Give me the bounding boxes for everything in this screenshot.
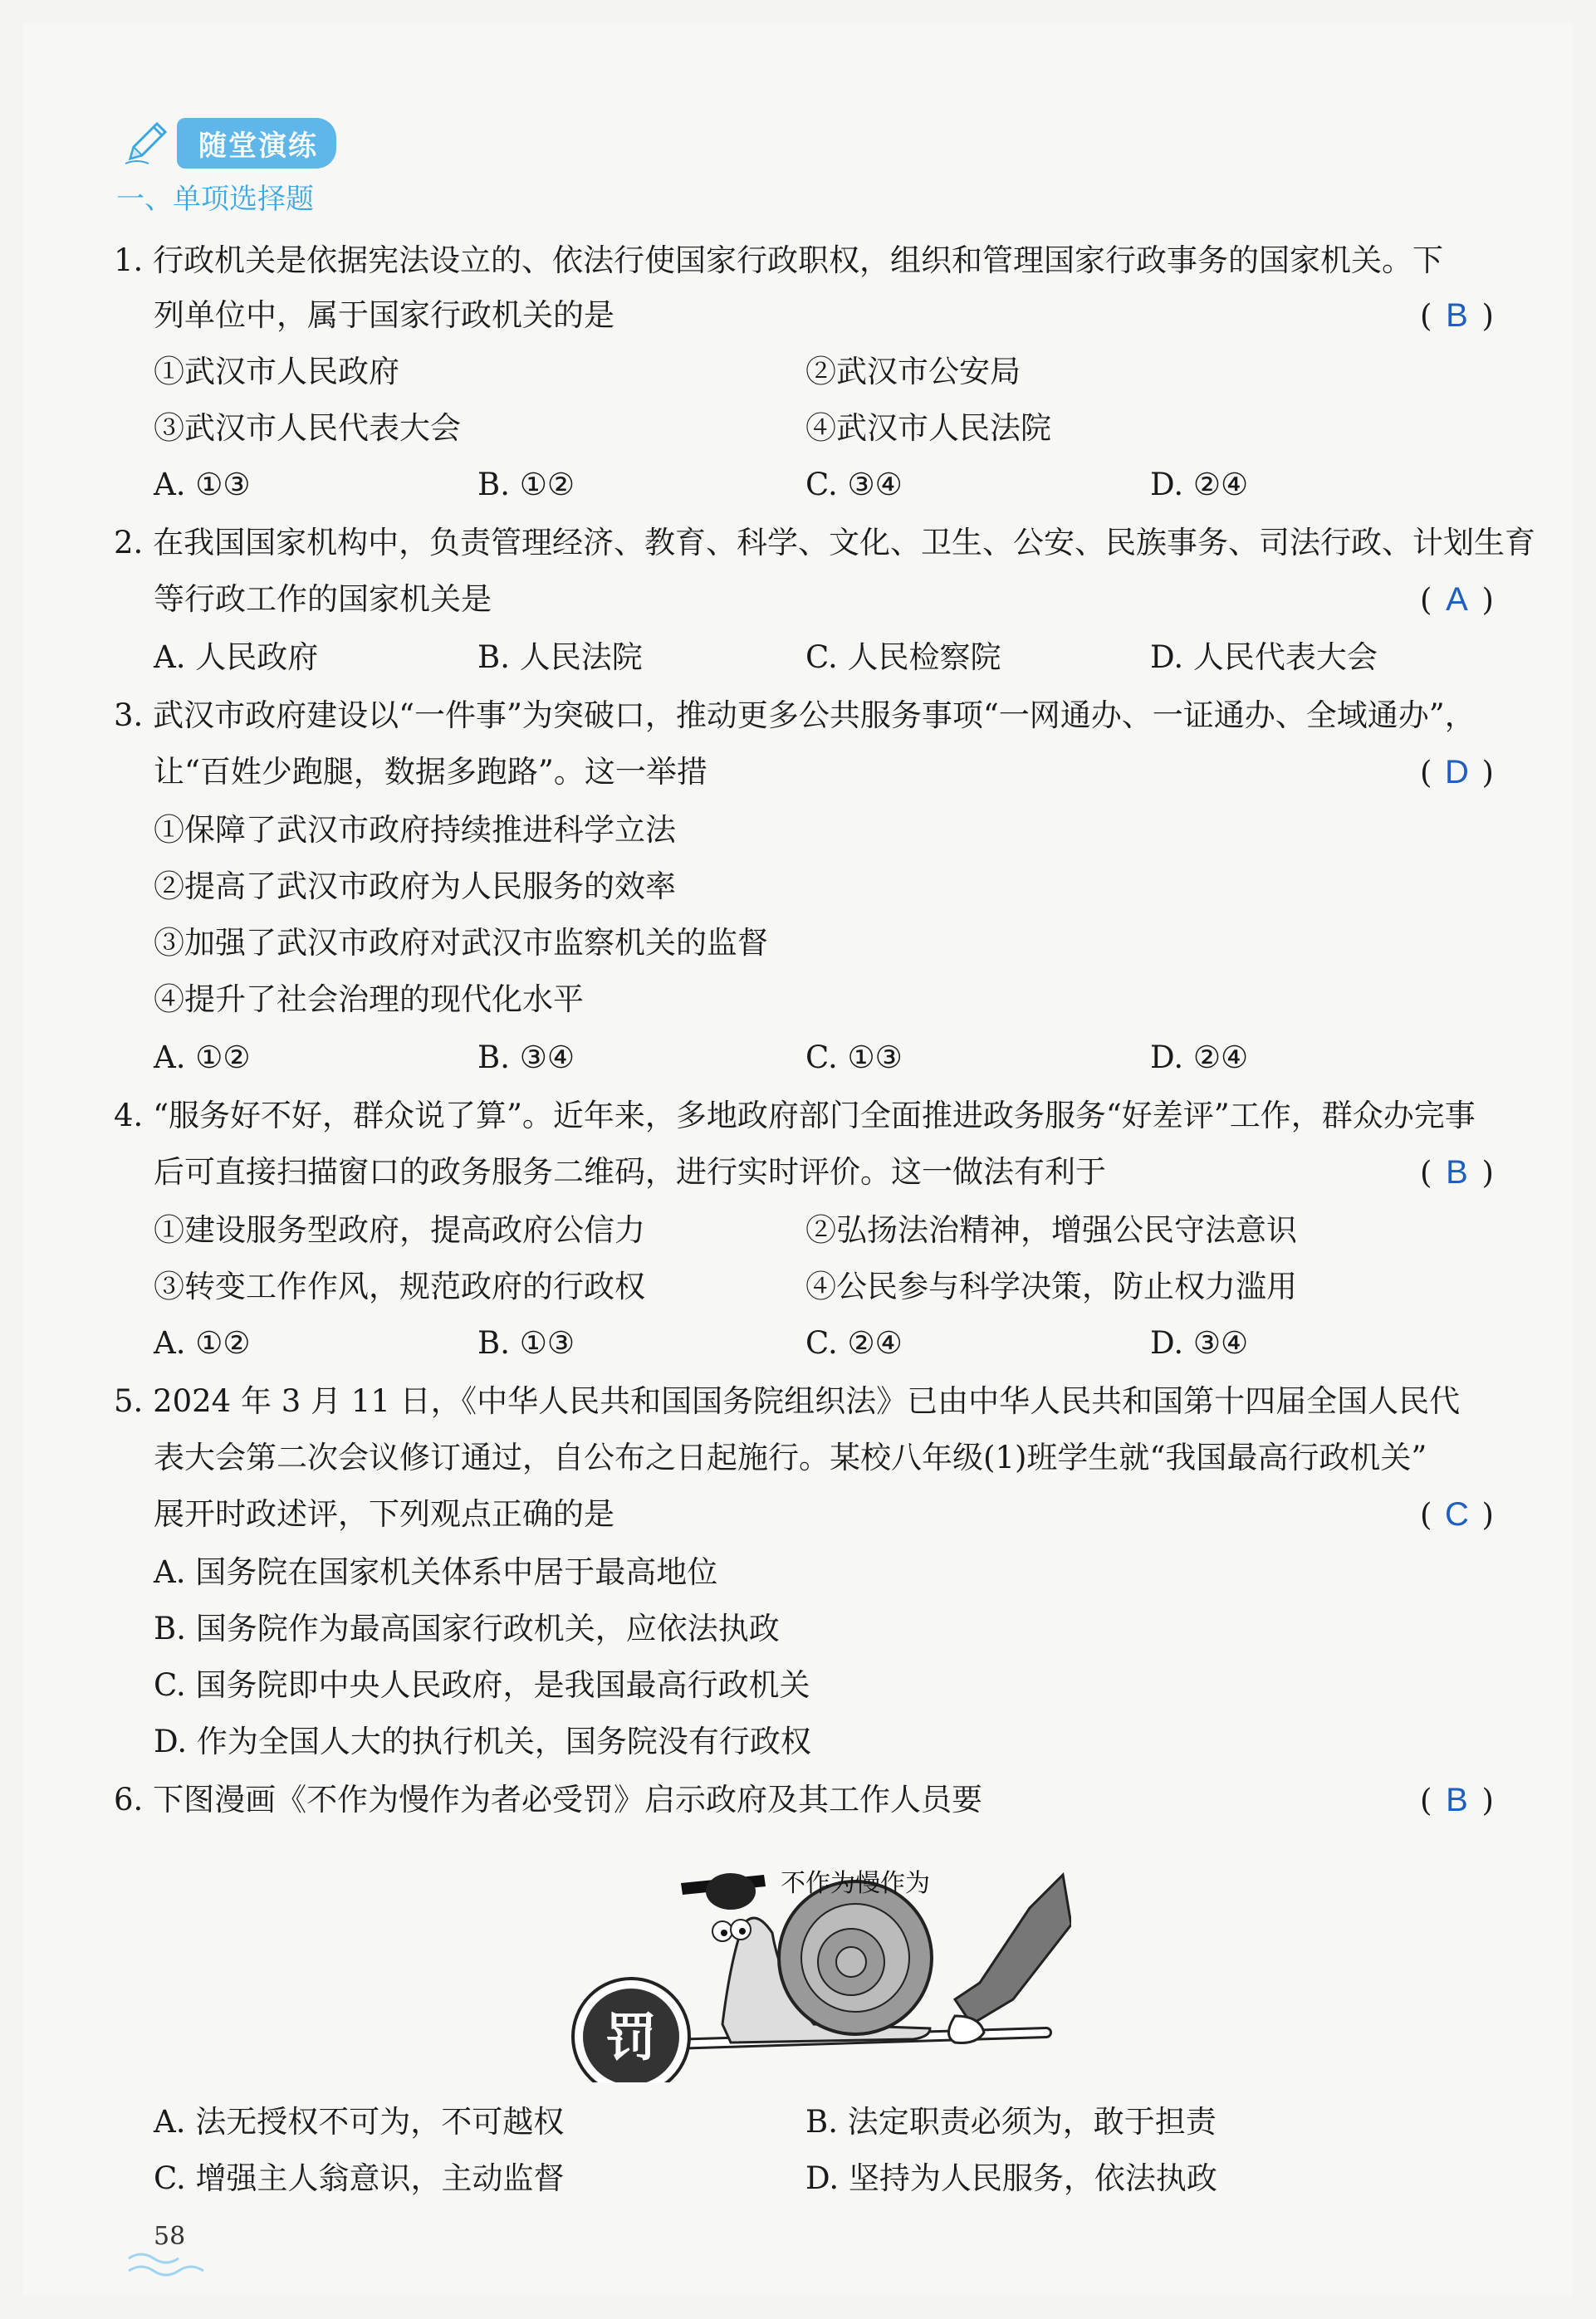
q1-line-2: 列单位中，属于国家行政机关的是 [154, 297, 614, 333]
q1-line-1: 1. 行政机关是依据宪法设立的、依法行使国家行政职权，组织和管理国家行政事务的国家机关。下 [114, 242, 1444, 278]
penalty-sign [573, 1979, 689, 2082]
snail-shell [779, 1869, 932, 2034]
q6-option-b: B. 法定职责必须为，敢于担责 [805, 2104, 1217, 2140]
q5-line-1: 5. 2024 年 3 月 11 日，《中华人民共和国国务院组织法》已由中华人民共和国第十四届全国人民代 [114, 1383, 1461, 1419]
q4-item-3: ③转变工作作风，规范政府的行政权 [154, 1269, 645, 1304]
q2-option-b: B. 人民法院 [477, 639, 643, 675]
q1-item-4: ④武汉市人民法院 [805, 410, 1051, 446]
q3-item-4: ④提升了社会治理的现代化水平 [154, 981, 584, 1017]
q1-option-b: B. ①② [477, 467, 575, 502]
q5-option-b: B. 国务院作为最高国家行政机关，应依法执政 [154, 1611, 780, 1646]
q4-option-d: D. ③④ [1150, 1325, 1249, 1361]
q1-item-3: ③武汉市人民代表大会 [154, 410, 461, 446]
page-number: 58 [154, 2222, 186, 2251]
q4-line-2: 后可直接扫描窗口的政务服务二维码，进行实时评价。这一做法有利于 [154, 1154, 1106, 1190]
q1-answer-letter: B [1446, 297, 1468, 334]
comic-illustration [565, 1858, 1071, 2082]
q4-answer-letter: B [1446, 1154, 1468, 1191]
q4-answer: ( B ) [1420, 1154, 1494, 1191]
q4-line-1: 4. “服务好不好，群众说了算”。近年来，多地政府部门全面推进政务服务“好差评”工作，群众办完事 [114, 1098, 1476, 1133]
q1-answer: ( B ) [1420, 297, 1494, 334]
q3-item-2: ②提高了武汉市政府为人民服务的效率 [154, 868, 676, 904]
q6-option-d: D. 坚持为人民服务，依法执政 [805, 2160, 1217, 2196]
q4-item-2: ②弘扬法治精神，增强公民守法意识 [805, 1212, 1297, 1248]
q2-answer-letter: A [1446, 581, 1468, 618]
q4-item-4: ④公民参与科学决策，防止权力滥用 [805, 1269, 1297, 1304]
shell-text: 不作为慢作为 [781, 1869, 930, 1898]
q3-line-2: 让“百姓少跑腿，数据多跑路”。这一举措 [154, 754, 707, 790]
q3-item-3: ③加强了武汉市政府对武汉市监察机关的监督 [154, 925, 768, 961]
q6-line-1: 6. 下图漫画《不作为慢作为者必受罚》启示政府及其工作人员要 [114, 1782, 983, 1818]
section-title: 一、单项选择题 [116, 183, 314, 216]
q3-answer-letter: D [1444, 754, 1469, 790]
q2-line-2: 等行政工作的国家机关是 [154, 581, 492, 617]
q4-option-b: B. ①③ [477, 1325, 575, 1361]
practice-header [120, 116, 336, 169]
wave-decoration-icon [125, 2242, 216, 2283]
q5-answer: ( C ) [1420, 1496, 1494, 1533]
q3-option-a: A. ①② [154, 1040, 251, 1075]
practice-badge: 随堂演练 [177, 118, 336, 169]
penalty-sign-text: 罚 [605, 2007, 658, 2067]
q4-item-1: ①建设服务型政府，提高政府公信力 [154, 1212, 645, 1248]
q1-option-a: A. ①③ [154, 467, 251, 502]
q6-answer: ( B ) [1420, 1782, 1494, 1818]
pencil-icon [120, 117, 172, 169]
q2-answer: ( A ) [1420, 581, 1494, 618]
q4-option-a: A. ①② [154, 1325, 251, 1361]
q5-option-c: C. 国务院即中央人民政府，是我国最高行政机关 [154, 1667, 810, 1703]
q4-option-c: C. ②④ [805, 1325, 903, 1361]
q2-option-a: A. 人民政府 [154, 639, 319, 675]
q1-option-c: C. ③④ [805, 467, 903, 502]
q1-item-1: ①武汉市人民政府 [154, 354, 399, 389]
q3-option-c: C. ①③ [805, 1040, 903, 1075]
q5-answer-letter: C [1444, 1496, 1469, 1533]
q5-option-d: D. 作为全国人大的执行机关，国务院没有行政权 [154, 1724, 811, 1759]
q6-option-c: C. 增强主人翁意识，主动监督 [154, 2160, 565, 2196]
q3-option-d: D. ②④ [1150, 1040, 1249, 1075]
q5-line-3: 展开时政述评，下列观点正确的是 [154, 1496, 614, 1532]
q3-option-b: B. ③④ [477, 1040, 575, 1075]
q6-option-a: A. 法无授权不可为，不可越权 [154, 2104, 565, 2140]
q1-item-2: ②武汉市公安局 [805, 354, 1021, 389]
q3-answer: ( D ) [1420, 754, 1494, 790]
q2-option-c: C. 人民检察院 [805, 639, 1001, 675]
q2-line-1: 2. 在我国国家机构中，负责管理经济、教育、科学、文化、卫生、公安、民族事务、司法行政、计划生育 [114, 525, 1536, 560]
q1-option-d: D. ②④ [1150, 467, 1249, 502]
q6-answer-letter: B [1446, 1782, 1468, 1818]
q2-option-d: D. 人民代表大会 [1150, 639, 1378, 675]
q3-item-1: ①保障了武汉市政府持续推进科学立法 [154, 812, 676, 848]
q5-option-a: A. 国务院在国家机关体系中居于最高地位 [154, 1554, 718, 1590]
q3-line-1: 3. 武汉市政府建设以“一件事”为突破口，推动更多公共服务事项“一网通办、一证通办、全域通办”， [114, 697, 1476, 733]
q5-line-2: 表大会第二次会议修订通过，自公布之日起施行。某校八年级(1)班学生就“我国最高行政机关” [154, 1440, 1427, 1475]
